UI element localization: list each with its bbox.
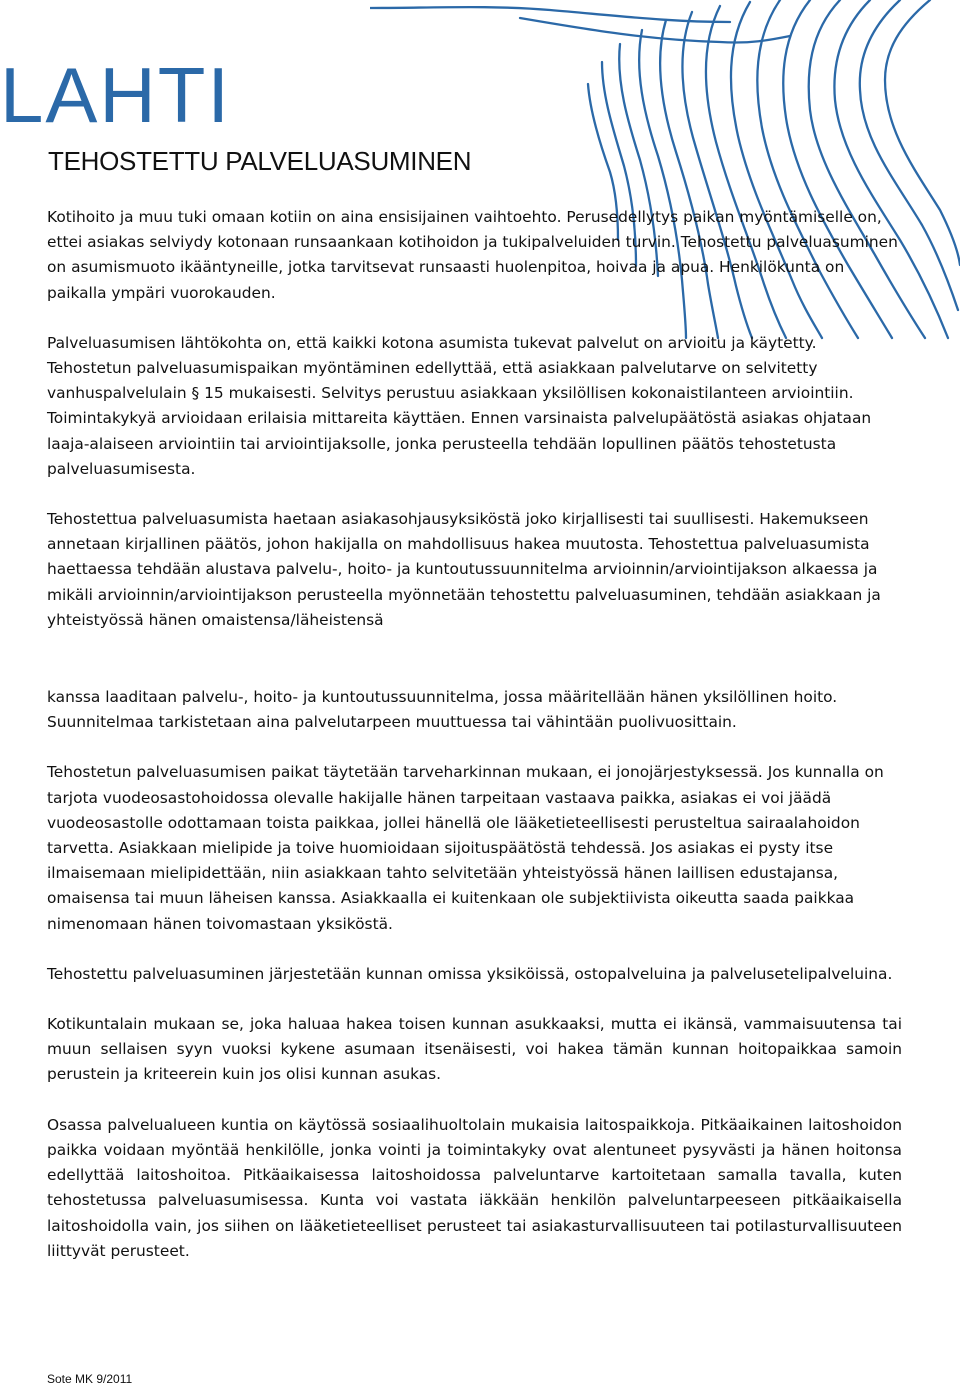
paragraph-organization: Tehostettu palveluasuminen järjestetään kunnan omissa yksiköissä, ostopalveluina ja palvelusetelipalveluina.: [47, 964, 893, 983]
paragraph-placement: Tehostetun palveluasumisen paikat täytetään tarveharkinnan mukaan, ei jonojärjestyksessä. Jos kunnalla on tarjota vuodeosastohoidossa olevalle hakijalle hänen tarpeitaan vastaava paikka, asiakas ei voi jäädä vuodeosastolle odottamaan toista paikkaa, jollei hänellä ole lääketieteellisesti perusteltua sairaalahoidon tarvetta. Asiakkaan mielipide ja toive huomioidaan sijoituspäätöstä tehdessä. Jos asiakas ei pysty itse ilmaisemaan mielipidettään, niin asiakkaan tahto selvitetään yhteistyössä hänen laillisen edustajansa, omaisensa tai muun läheisen kanssa. Asiakkaalla ei kuitenkaan ole subjektiivista oikeutta saada paikkaa nimenomaan hänen toivomastaan yksiköstä.: [47, 763, 884, 933]
document-title: TEHOSTETTU PALVELUASUMINEN: [48, 146, 472, 176]
paragraph-care-plan: kanssa laaditaan palvelu-, hoito- ja kuntoutussuunnitelma, jossa määritellään hänen yksilöllinen hoito. Suunnitelmaa tarkistetaan aina palvelutarpeen muuttuessa tai vähintään puolivuosittain.: [47, 688, 838, 732]
footer-reference: Sote MK 9/2011: [47, 1372, 133, 1386]
document-body: [47, 205, 902, 1289]
paragraph-municipality-law: Kotikuntalain mukaan se, joka haluaa hakea toisen kunnan asukkaaksi, mutta ei ikänsä, vammaisuutensa tai muun sellaisen syyn vuoksi kykene asumaan itsenäisesti, voi hakea tämän kunnan hoitopaikkaa samoin perustein ja kriteerein kuin jos olisi kunnan asukas.: [47, 1015, 902, 1084]
lahti-logo: LAHTI: [0, 51, 232, 139]
paragraph-service-need: Palveluasumisen lähtökohta on, että kaikki kotona asumista tukevat palvelut on arvioitu ja käytetty. Tehostetun palveluasumispaikan myöntäminen edellyttää, että asiakkaan palvelutarve on selvitetty vanhuspalvelulain § 15 mukaisesti. Selvitys perustuu asiakkaan yksilöllisen kokonaistilanteen arviointiin. Toimintakykyä arvioidaan erilaisia mittareita käyttäen. Ennen varsinaista palvelupäätöstä asiakas ohjataan laaja-alaiseen arviointiin tai arviointijaksolle, jonka perusteella tehdään lopullinen päätös tehostetusta palveluasumisesta.: [47, 333, 872, 478]
paragraph-application: Tehostettua palveluasumista haetaan asiakasohjausyksiköstä joko kirjallisesti tai suullisesti. Hakemukseen annetaan kirjallinen päätös, johon hakijalla on mahdollisuus hakea muutosta. Tehostettua palveluasumista haettaessa tehdään alustava palvelu-, hoito- ja kuntoutussuunnitelma arvioinnin/arviointijakson alkaessa ja mikäli arvioinnin/arviointijakson perusteella myönnetään tehostettu palveluasuminen, tehdään asiakkaan ja yhteistyössä hänen omaistensa/läheistensä: [47, 510, 881, 629]
paragraph-intro: Kotihoito ja muu tuki omaan kotiin on aina ensisijainen vaihtoehto. Perusedellytys paikan myöntämiselle on, ettei asiakas selviydy kotonaan runsaankaan kotihoidon ja tukipalveluiden turvin. Tehostettu palveluasuminen on asumismuoto ikääntyneille, jotka tarvitsevat runsaasti huolenpitoa, hoivaa ja apua. Henkilökunta on paikalla ympäri vuorokauden.: [47, 208, 898, 302]
paragraph-institutional-care: Osassa palvelualueen kuntia on käytössä sosiaalihuoltolain mukaisia laitospaikkoja. Pitkäaikainen laitoshoidon paikka voidaan myöntää henkilölle, jonka vointi ja toimintakyky ovat alentuneet pysyvästi ja hänen hoitonsa edellyttää laitoshoitoa. Pitkäaikaisessa laitoshoidossa palveluntarve kartoitetaan samalla tavalla, kuten tehostetussa palveluasumisessa. Kunta voi vastata iäkkään henkilön palveluntarpeeseen pitkäaikaisella laitoshoidolla vain, jos siihen on lääketieteelliset perusteet tai asiakasturvallisuuteen tai potilasturvallisuuteen liittyvät perusteet.: [47, 1115, 902, 1260]
